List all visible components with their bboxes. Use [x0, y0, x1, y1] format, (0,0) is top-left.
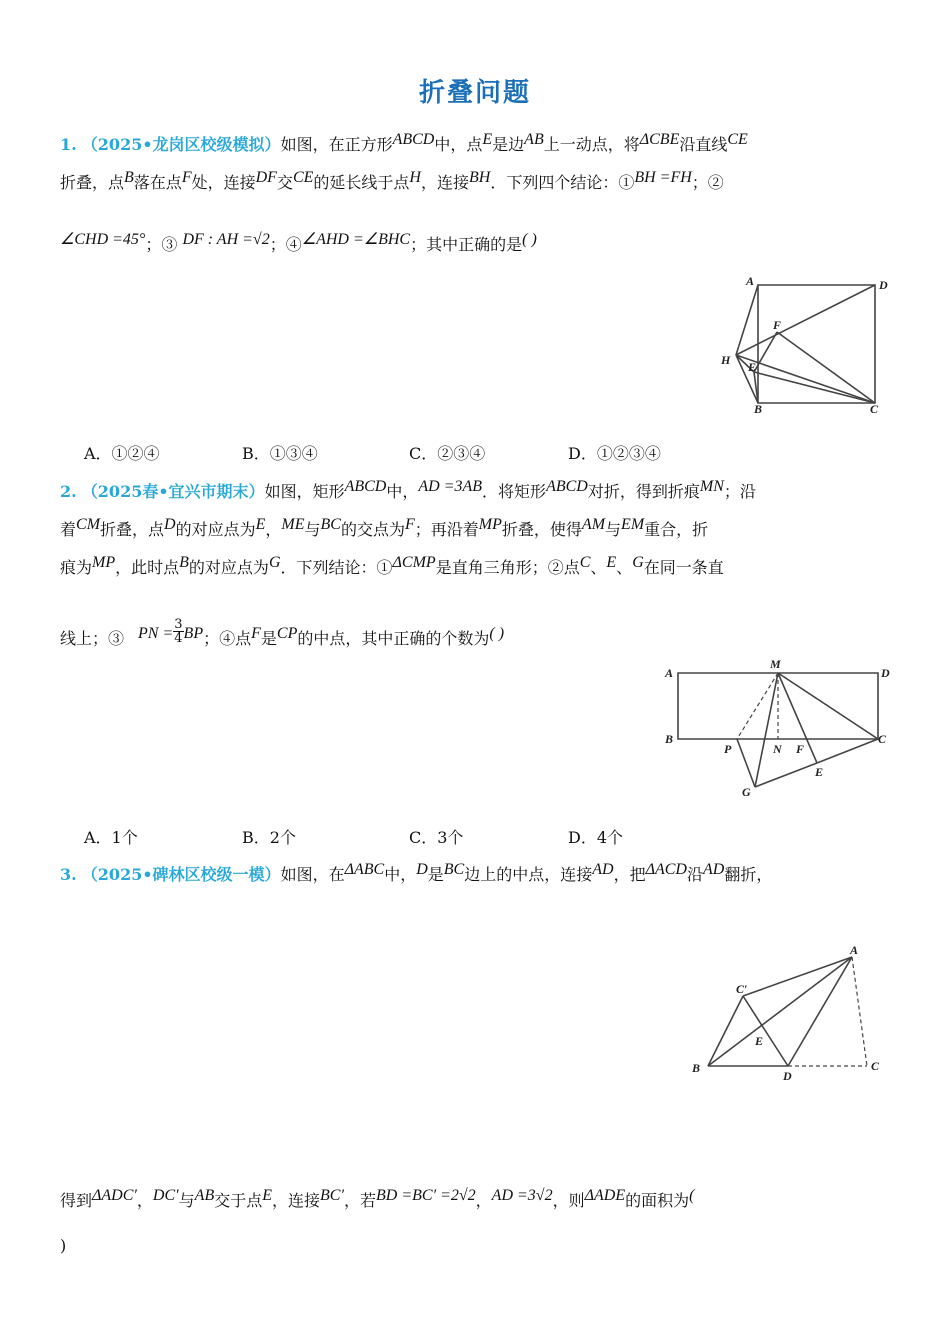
- q2-option-d[interactable]: D．4个: [568, 828, 624, 847]
- q3-math: BD =BC′ =2√2: [376, 1187, 476, 1204]
- q1-option-c[interactable]: C．②③④: [409, 444, 486, 463]
- q2-text: ；沿: [723, 482, 756, 501]
- q1-fig-label-F: F: [773, 318, 782, 332]
- q1-text: 处，连接: [191, 173, 256, 192]
- q1-text: ．下列四个结论：①: [490, 173, 635, 192]
- q2-text: ，: [265, 520, 282, 539]
- q2-fraction: [173, 618, 183, 645]
- q2-line-3: [60, 555, 724, 578]
- q1-math: ∠AHD =∠BHC: [301, 231, 411, 248]
- q2-text: 如图，矩形: [264, 482, 345, 501]
- q1-text: 交: [276, 173, 293, 192]
- q3-text: 是: [427, 865, 444, 884]
- q2-line-1: [60, 479, 756, 502]
- q1-math: DF : AH =√2: [182, 231, 270, 248]
- q3-math: ΔADC′: [92, 1187, 137, 1204]
- q1-math: AB: [524, 131, 544, 148]
- q2-text: 在同一条直: [643, 558, 724, 577]
- q1-math: ∠CHD =45°: [60, 231, 146, 248]
- q3-text: ，把: [613, 865, 646, 884]
- q1-math: DF: [255, 169, 277, 186]
- q3-line-2: [60, 1188, 694, 1211]
- q1-math: H: [409, 169, 421, 186]
- q3-text: 中，: [384, 865, 417, 884]
- q1-text: ；③: [145, 235, 178, 254]
- q1-math: B: [124, 169, 134, 186]
- q3-text: 边上的中点，连接: [464, 865, 593, 884]
- q3-text: 交于点: [214, 1191, 263, 1210]
- q2-fig-label-P: P: [724, 742, 732, 756]
- q3-math: BC: [443, 861, 465, 878]
- q1-answer-blank: ( ): [522, 231, 537, 248]
- q2-math: AM: [581, 516, 606, 533]
- q3-fig-label-C-prime: C′: [736, 982, 748, 996]
- q3-math: ΔACD: [645, 861, 687, 878]
- q2-text: 对折，得到折痕: [587, 482, 700, 501]
- q2-fig-label-C: C: [878, 732, 887, 746]
- q3-math: AB: [194, 1187, 215, 1204]
- q3-text: 如图，在: [280, 865, 345, 884]
- q3-text: 的面积为: [625, 1191, 690, 1210]
- q2-text: ；再沿着: [414, 520, 479, 539]
- q2-text: ．将矩形: [482, 482, 547, 501]
- q2-math: CP: [276, 625, 298, 642]
- q1-math: E: [482, 131, 493, 148]
- q1-line-1: [60, 132, 748, 155]
- q3-math: D: [416, 861, 428, 878]
- q1-math: CE: [292, 169, 314, 186]
- q1-text: 沿直线: [679, 135, 728, 154]
- q1-math: ABCD: [392, 131, 435, 148]
- q3-answer-blank-open: (: [689, 1187, 695, 1204]
- q2-fig-label-N: N: [773, 742, 782, 756]
- q2-fraction-denominator: 4: [174, 631, 183, 646]
- q2-math: ME: [281, 516, 305, 533]
- q1-figure: [715, 272, 895, 422]
- q2-text: 、: [590, 558, 607, 577]
- q2-text: 折叠，点: [100, 520, 165, 539]
- q2-option-a[interactable]: A．1个: [84, 828, 138, 847]
- q2-text: 的交点为: [340, 520, 405, 539]
- q2-math: E: [606, 554, 617, 571]
- q2-fig-label-A: A: [665, 666, 674, 680]
- q2-source: （2025春•宜兴市期末）: [81, 482, 265, 501]
- q2-math: AD =3AB: [418, 478, 483, 495]
- q2-text: ．下列结论：①: [280, 558, 393, 577]
- q2-math: E: [255, 516, 266, 533]
- q2-math: C: [579, 554, 591, 571]
- q3-figure: [690, 942, 900, 1082]
- q3-text: ，则: [552, 1191, 585, 1210]
- q2-math: BP: [183, 625, 204, 642]
- q3-line-1: [60, 862, 772, 885]
- q2-fig-label-G: G: [742, 785, 751, 799]
- q2-fig-label-E: E: [815, 765, 824, 779]
- q2-fraction-numerator: 3: [174, 617, 183, 632]
- q1-math: CE: [727, 131, 748, 148]
- q3-math: AD: [592, 861, 614, 878]
- q2-math: MP: [92, 554, 116, 571]
- q2-answer-blank: ( ): [489, 625, 505, 642]
- q2-line-4: [60, 617, 505, 653]
- q2-fig-label-D: D: [881, 666, 890, 680]
- q2-text: ，此时点: [115, 558, 180, 577]
- q1-text: 是边: [492, 135, 525, 154]
- q3-fig-label-B: B: [692, 1061, 701, 1075]
- q3-fig-label-C: C: [871, 1059, 880, 1073]
- q1-fig-label-D: D: [879, 278, 888, 292]
- q2-math: EM: [621, 516, 645, 533]
- q3-text: 沿: [686, 865, 703, 884]
- q3-fig-label-E: E: [755, 1034, 764, 1048]
- q2-math: B: [179, 554, 189, 571]
- q1-math: BH: [469, 169, 491, 186]
- q1-option-d[interactable]: D．①②③④: [568, 444, 661, 463]
- q1-fig-label-A: A: [746, 274, 755, 288]
- q2-text: ；④点: [203, 629, 252, 648]
- q1-fig-label-B: B: [754, 402, 763, 416]
- q3-math: AD =3√2: [491, 1187, 553, 1204]
- q3-answer-blank-close: ): [60, 1236, 67, 1255]
- q1-math: BH =FH: [634, 169, 692, 186]
- q3-math: ΔADE: [584, 1187, 626, 1204]
- q2-math: MP: [478, 516, 502, 533]
- q1-text: 上一动点，将: [543, 135, 640, 154]
- q2-math: G: [632, 554, 644, 571]
- q3-text: ，: [136, 1191, 153, 1210]
- q3-text: ，连接: [272, 1191, 321, 1210]
- q2-math: F: [251, 625, 261, 642]
- q3-math: E: [262, 1187, 273, 1204]
- q2-math: MN: [699, 478, 724, 495]
- q3-text: 与: [178, 1191, 195, 1210]
- q2-text: 的对应点为: [188, 558, 269, 577]
- q2-text: 着: [60, 520, 77, 539]
- q2-text: 的中点，其中正确的个数为: [297, 629, 490, 648]
- q1-text: ，连接: [420, 173, 469, 192]
- q2-text: 线上；③: [60, 629, 125, 648]
- q1-text: ；②: [691, 173, 724, 192]
- q2-math: BC: [320, 516, 341, 533]
- q1-fig-label-C: C: [870, 402, 879, 416]
- q1-line-2: [60, 170, 724, 193]
- q2-text: 中，: [386, 482, 419, 501]
- q2-text: 的对应点为: [175, 520, 256, 539]
- q1-line-3: [60, 232, 537, 255]
- q2-text: 是直角三角形；②点: [435, 558, 580, 577]
- q2-math: D: [164, 516, 176, 533]
- q1-text: 折叠，点: [60, 173, 125, 192]
- q3-fig-label-A: A: [850, 943, 859, 957]
- q3-text: ，: [475, 1191, 492, 1210]
- q3-math: DC′: [152, 1187, 179, 1204]
- q2-math: F: [405, 516, 415, 533]
- q1-number: 1.: [60, 135, 77, 154]
- q2-math: ABCD: [344, 478, 387, 495]
- q1-option-a[interactable]: A．①②④: [84, 444, 160, 463]
- q1-fig-label-E: E: [748, 360, 757, 374]
- q3-text: ，若: [343, 1191, 376, 1210]
- q3-math: ΔABC: [344, 861, 385, 878]
- q1-fig-label-H: H: [721, 353, 731, 367]
- q3-line-3: [60, 1236, 66, 1255]
- q3-number: 3.: [60, 865, 77, 884]
- q2-fig-label-F: F: [796, 742, 805, 756]
- q1-text: 的延长线于点: [313, 173, 410, 192]
- q2-option-c[interactable]: C．3个: [409, 828, 464, 847]
- q2-text: 折叠，使得: [501, 520, 582, 539]
- q3-math: BC′: [320, 1187, 344, 1204]
- q2-math: G: [268, 554, 281, 571]
- q2-fig-label-M: M: [770, 657, 781, 671]
- q2-number: 2.: [60, 482, 77, 501]
- q2-math: ΔCMP: [392, 554, 436, 571]
- q2-text: 与: [304, 520, 321, 539]
- q1-source: （2025•龙岗区校级模拟）: [81, 135, 281, 154]
- q1-text: 如图，在正方形: [280, 135, 393, 154]
- page-title: 折叠问题: [418, 78, 531, 108]
- q1-text: 中，点: [434, 135, 483, 154]
- q1-math: ΔCBE: [639, 131, 680, 148]
- q1-text: ；④: [269, 235, 302, 254]
- q3-text: 翻折，: [724, 865, 773, 884]
- q2-text: 痕为: [60, 558, 93, 577]
- q2-fig-label-B: B: [665, 732, 674, 746]
- q2-math: PN =: [138, 625, 174, 642]
- q3-text: 得到: [60, 1191, 93, 1210]
- q2-text: 重合，折: [644, 520, 709, 539]
- q3-fig-label-D: D: [783, 1069, 792, 1083]
- q1-math: F: [181, 169, 192, 186]
- q2-text: 与: [605, 520, 622, 539]
- q2-math: CM: [76, 516, 101, 533]
- q2-line-2: [60, 517, 708, 540]
- q1-text: ；其中正确的是: [410, 235, 523, 254]
- q3-source: （2025•碑林区校级一模）: [81, 865, 281, 884]
- q2-text: 是: [260, 629, 277, 648]
- q1-text: 落在点: [133, 173, 182, 192]
- q2-math: ABCD: [546, 478, 588, 495]
- q2-text: 、: [616, 558, 633, 577]
- q2-option-b[interactable]: B．2个: [242, 828, 296, 847]
- q1-option-b[interactable]: B．①③④: [242, 444, 318, 463]
- q3-math: AD: [703, 861, 725, 878]
- q2-figure: [660, 655, 900, 805]
